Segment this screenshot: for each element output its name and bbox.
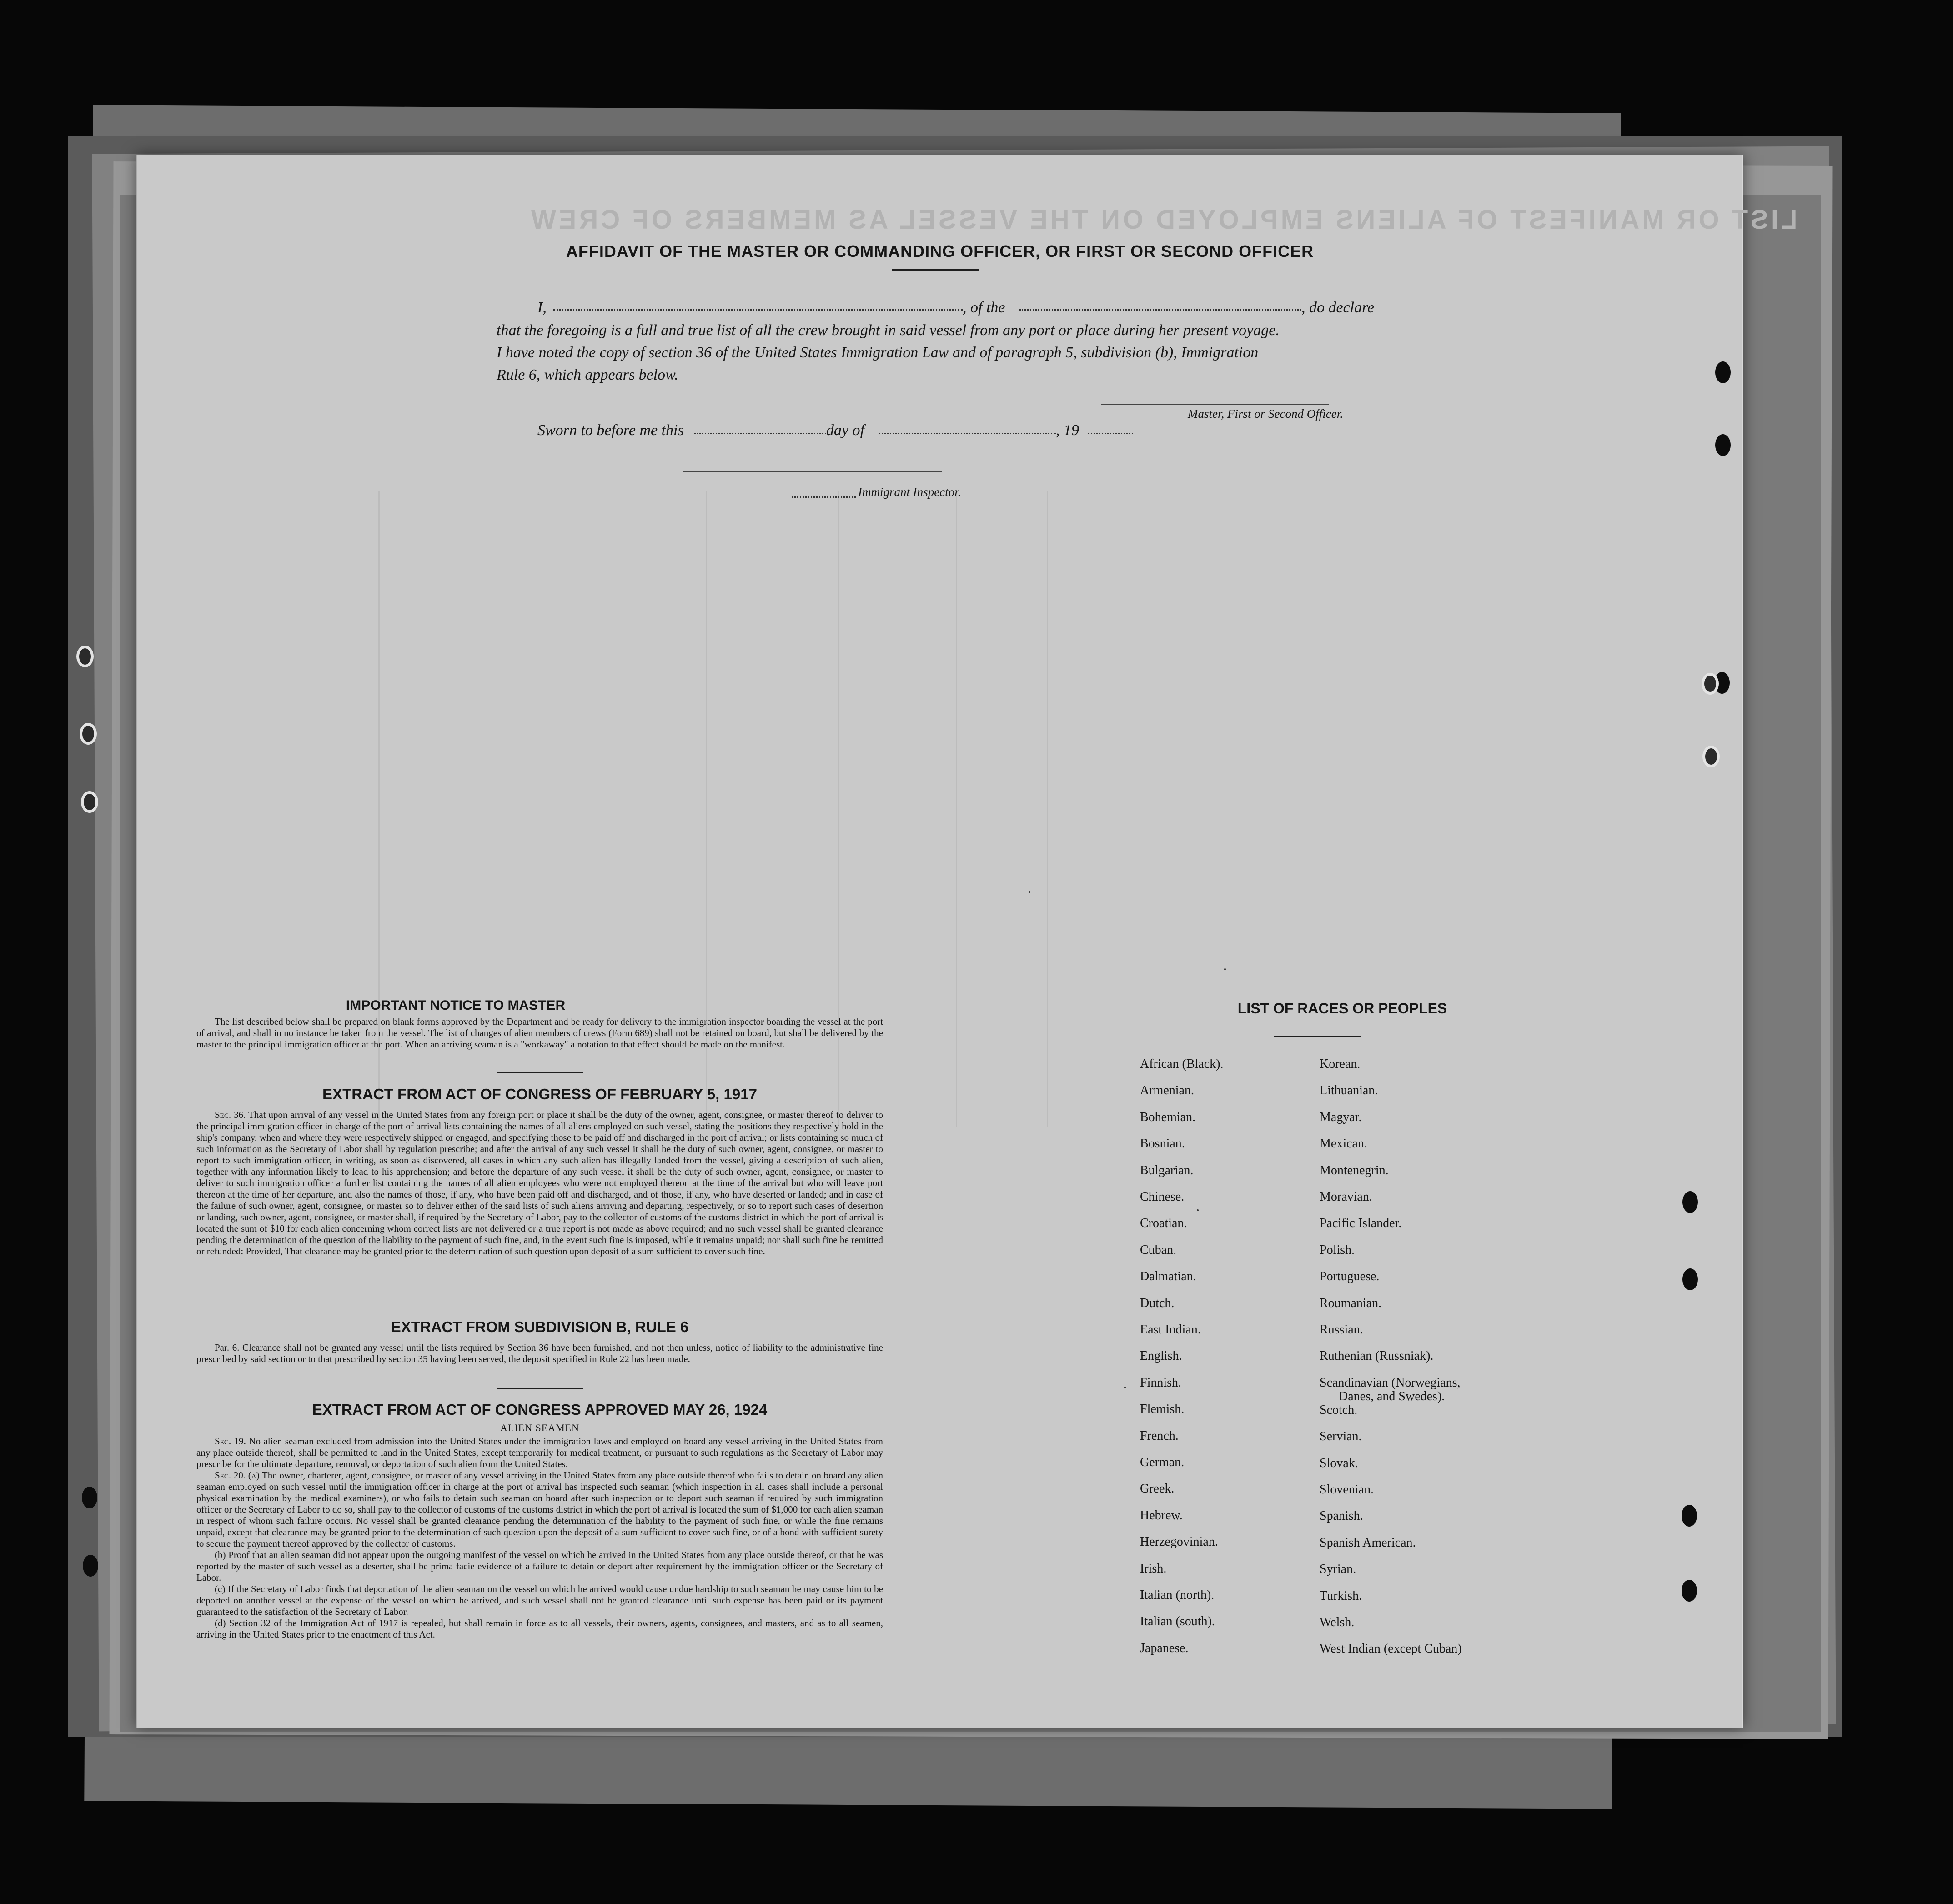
- punch-hole-open: [1702, 746, 1720, 767]
- race-item: Scotch.: [1320, 1403, 1358, 1417]
- section-20a-text: The owner, charterer, agent, consignee, or master of any vessel arriving in the United States from any place outside thereof who fails to detain on board any alien seaman employed on such vessel until the immigration officer in charge at the port of arrival has inspected such seaman (which inspection in all cases shall include a personal physical examination by the medical examiners), or who fails to detain such seaman on board after such inspection or to deport such seaman if required by such immigration officer or the Secretary of Labor to do so, shall pay to the collector of customs of the customs district in which the port of arrival is located the sum of $1,000 for each alien seaman in respect of whom such failure occurs. No vessel shall be granted clearance pending the determination of the liability to the payment of such fine, or while the fine remains unpaid, except that clearance may be granted prior to the determination of such question upon the deposit of a sum sufficient to cover such fine, or of a bond with sufficient surety to secure the payment thereof approved by the collector of customs.: [196, 1470, 884, 1549]
- race-item: Hebrew.: [1140, 1508, 1183, 1523]
- sworn-label: Sworn to before me this: [537, 422, 684, 439]
- race-item: Montenegrin.: [1320, 1163, 1389, 1177]
- section-rule: [497, 1072, 583, 1073]
- race-item: Bohemian.: [1140, 1110, 1196, 1124]
- race-item: Lithuanian.: [1320, 1083, 1378, 1098]
- race-item: Finnish.: [1140, 1375, 1182, 1390]
- binder-hole: [1682, 1580, 1697, 1602]
- race-item: Pacific Islander.: [1320, 1216, 1402, 1231]
- bleed-through-rule: [1047, 491, 1048, 1127]
- section-20c-label: (c): [215, 1583, 226, 1594]
- race-item: Polish.: [1320, 1243, 1355, 1257]
- punch-hole-open: [1702, 673, 1719, 695]
- sworn-month-field[interactable]: [879, 433, 1056, 434]
- section-20d-text: Section 32 of the Immigration Act of 1917 is repealed, but shall remain in force as to all vessels, their owners, agents, consignees, and masters, and as to all seamen, arriving in the United States prior to the enactment of this Act.: [196, 1618, 884, 1640]
- extract-1924-body: [196, 1436, 883, 1640]
- binder-hole: [82, 1487, 97, 1508]
- extract-1917-body: [196, 1109, 883, 1257]
- par6-text: Clearance shall not be granted any vessel until the lists required by Section 36 have been furnished, and not then unless, notice of liability to the administrative fine prescribed by said section or to that prescribed by section 35 having been served, the deposit specified in Rule 22 has been made.: [196, 1342, 883, 1364]
- alien-seamen-subtitle: ALIEN SEAMEN: [500, 1422, 579, 1433]
- sworn-day-field[interactable]: [694, 433, 826, 434]
- race-item: East Indian.: [1140, 1323, 1201, 1337]
- year-label: , 19: [1056, 422, 1079, 439]
- extract-1924-title: EXTRACT FROM ACT OF CONGRESS APPROVED MAY 26, 1924: [312, 1401, 768, 1418]
- binder-hole: [1682, 1268, 1698, 1290]
- race-item: Greek.: [1140, 1482, 1175, 1496]
- ink-speck: [1124, 1387, 1126, 1388]
- binder-hole: [80, 723, 97, 745]
- section-20c-text: If the Secretary of Labor finds that deportation of the alien seaman on the vessel on which he arrived would cause undue hardship to such seaman he may cause him to be deported on another vessel at the expense of the vessel on which he arrived, and such vessel shall not be granted clearance until such expense has been paid or its payment guaranteed to the satisfaction of the Secretary of Labor.: [196, 1583, 883, 1617]
- race-item: Chinese.: [1140, 1190, 1185, 1204]
- binder-hole: [83, 1555, 98, 1577]
- race-item: Magyar.: [1320, 1110, 1362, 1124]
- race-item: Flemish.: [1140, 1402, 1185, 1417]
- race-item: Armenian.: [1140, 1083, 1194, 1098]
- inspector-dotted-lead: [792, 496, 856, 498]
- master-signature-line[interactable]: [1101, 404, 1329, 405]
- race-item: Slovenian.: [1320, 1483, 1374, 1497]
- master-signature-label: Master, First or Second Officer.: [1188, 407, 1343, 421]
- race-item: Russian.: [1320, 1323, 1363, 1337]
- race-item: Welsh.: [1320, 1615, 1355, 1629]
- races-title: LIST OF RACES OR PEOPLES: [1237, 1000, 1447, 1017]
- punch-hole: [1715, 434, 1731, 456]
- race-item: German.: [1140, 1455, 1185, 1469]
- race-item: Bosnian.: [1140, 1137, 1185, 1151]
- section-20-label: Sec. 20. (a): [215, 1470, 260, 1481]
- race-item: Mexican.: [1320, 1137, 1367, 1151]
- extract-1917-title: EXTRACT FROM ACT OF CONGRESS OF FEBRUARY 5, 1917: [322, 1086, 757, 1102]
- race-item: Dutch.: [1140, 1296, 1175, 1310]
- affidavit-of-label: , of the: [963, 299, 1005, 316]
- day-of-label: day of: [826, 422, 865, 439]
- race-item: Roumanian.: [1320, 1296, 1382, 1310]
- race-item: Ruthenian (Russniak).: [1320, 1349, 1434, 1363]
- race-item: Danes, and Swedes).: [1339, 1389, 1445, 1403]
- race-item: Italian (south).: [1140, 1614, 1215, 1629]
- section-36-text: That upon arrival of any vessel in the United States from any foreign port or place it shall be the duty of the owner, agent, consignee, or master thereof to deliver to the principal immigration officer in charge of the port of arrival lists containing the names of all aliens employed on such vessel, stating the positions they respectively hold in the ship's company, when and where they were respectively shipped or engaged, and specifying those to be paid off and discharged in the port of arrival; or lists containing so much of such information as the Secretary of Labor shall by regulation prescribe; and after the arrival of any such vessel it shall be the duty of such owner, agent, consignee, or master to report to such immigration officer, in writing, as soon as discovered, all cases in which any such alien has illegally landed from the vessel, giving a description of such alien, together with any information likely to lead to his apprehension; and before the departure of any such vessel it shall be the duty of such owner, agent, consignee, or master to deliver to such immigration officer a further list containing the names of all alien employees who were not employed thereon at the time of the arrival but who will leave port thereon at the time of her departure, and also the names of those, if any, who have been paid off and discharged, and of those, if any, who have deserted or landed; and in case of the failure of such owner, agent, consignee, or master so to deliver either of the said lists of such aliens arriving and departing, respectively, or so to report such cases of desertion or landing, such owner, agent, consignee, or master shall, if required by the Secretary of Labor, pay to the collector of customs of the customs district in which the port of arrival is located the sum of $10 for each alien concerning whom correct lists are not delivered or a true report is not made as above required; and no such vessel shall be granted clearance pending the determination of the question of the liability to the payment of such fine, and, in the event such fine is imposed, while it remains unpaid; nor shall such fine be remitted or refunded: Provided, That clearance may be granted prior to the determination of such question upon deposit of a sum sufficient to cover such fine.: [196, 1109, 883, 1257]
- race-item: Irish.: [1140, 1561, 1167, 1576]
- inspector-label: Immigrant Inspector.: [858, 485, 961, 499]
- race-item: Servian.: [1320, 1429, 1362, 1444]
- affidavit-declare-label: , do declare: [1301, 299, 1375, 316]
- vessel-name-field[interactable]: [1019, 309, 1301, 311]
- race-item: Herzegovinian.: [1140, 1535, 1218, 1549]
- race-item: Italian (north).: [1140, 1588, 1215, 1602]
- punch-hole: [1715, 361, 1731, 383]
- ink-speck: [1224, 968, 1226, 970]
- rule6-title: EXTRACT FROM SUBDIVISION B, RULE 6: [391, 1318, 689, 1335]
- race-item: Slovak.: [1320, 1456, 1358, 1470]
- bleed-through-rule: [956, 491, 957, 1127]
- race-item: West Indian (except Cuban): [1320, 1642, 1462, 1656]
- title-rule: [892, 269, 979, 271]
- race-item: Portuguese.: [1320, 1269, 1380, 1284]
- affidavit-line-2: that the foregoing is a full and true list of all the crew brought in said vessel from any port or place during her present voyage.: [497, 322, 1280, 339]
- binder-hole: [1682, 1505, 1697, 1527]
- race-item: Turkish.: [1320, 1588, 1362, 1603]
- race-item: French.: [1140, 1428, 1179, 1443]
- bleed-through-heading: LIST OR MANIFEST OF ALIENS EMPLOYED ON THE VESSEL AS MEMBERS OF CREW: [528, 205, 1797, 235]
- binder-hole: [76, 646, 94, 667]
- race-item: English.: [1140, 1349, 1182, 1363]
- binder-hole: [81, 791, 98, 813]
- document-page: [136, 155, 1797, 1728]
- notice-title: IMPORTANT NOTICE TO MASTER: [346, 998, 566, 1013]
- race-item: Cuban.: [1140, 1243, 1177, 1257]
- race-item: Japanese.: [1140, 1641, 1189, 1655]
- inspector-signature-line[interactable]: [683, 471, 942, 472]
- section-19-label: Sec. 19.: [215, 1436, 246, 1447]
- section-20d-label: (d): [215, 1618, 226, 1628]
- notice-body: [196, 1016, 883, 1050]
- section-rule: [497, 1388, 583, 1389]
- affidavit-i-label: I,: [537, 299, 547, 316]
- race-item: Spanish.: [1320, 1509, 1363, 1523]
- officer-name-field[interactable]: [553, 309, 963, 311]
- race-item: Spanish American.: [1320, 1535, 1416, 1550]
- par6-label: Par. 6.: [215, 1342, 240, 1353]
- ink-speck: [1197, 1209, 1199, 1211]
- section-20b-label: (b): [215, 1549, 226, 1560]
- binder-hole: [1682, 1191, 1698, 1213]
- affidavit-title: AFFIDAVIT OF THE MASTER OR COMMANDING OFFICER, OR FIRST OR SECOND OFFICER: [566, 242, 1314, 261]
- race-item: Syrian.: [1320, 1562, 1356, 1577]
- race-item: Dalmatian.: [1140, 1269, 1196, 1284]
- races-rule: [1274, 1036, 1361, 1037]
- race-item: Bulgarian.: [1140, 1163, 1194, 1177]
- rule6-body: [196, 1342, 883, 1365]
- race-item: Scandinavian (Norwegians,: [1320, 1375, 1461, 1390]
- race-item: African (Black).: [1140, 1057, 1224, 1071]
- affidavit-line-4: Rule 6, which appears below.: [497, 366, 678, 383]
- sworn-year-field[interactable]: [1088, 433, 1133, 434]
- section-20b-text: Proof that an alien seaman did not appear upon the outgoing manifest of the vessel on which he arrived in the United States from any place outside thereof, or that he was reported by the master of such vessel as a deserter, shall be prima facie evidence of a failure to detain or deport after requirement by the immigration officer or the Secretary of Labor.: [196, 1549, 884, 1583]
- section-19-text: No alien seaman excluded from admission into the United States under the immigration laws and employed on board any vessel arriving in the United States from any place outside thereof, shall be permitted to land in the United States, except temporarily for medical treatment, or pursuant to such regulations as the Secretary of Labor may prescribe for the ultimate departure, removal, or deportation of such alien from the United States.: [196, 1436, 883, 1469]
- race-item: Korean.: [1320, 1057, 1361, 1071]
- section-36-label: Sec. 36.: [215, 1109, 246, 1120]
- race-item: Croatian.: [1140, 1216, 1187, 1231]
- affidavit-line-3: I have noted the copy of section 36 of the United States Immigration Law and of paragraph 5, subdivision (b), Immigration: [497, 344, 1259, 361]
- race-item: Moravian.: [1320, 1190, 1372, 1204]
- ink-speck: [1029, 891, 1030, 893]
- notice-text: The list described below shall be prepared on blank forms approved by the Department and be ready for delivery to the immigration inspector boarding the vessel at the port of arrival, and shall in no instance be taken from the vessel. The list of changes of alien members of crews (Form 689) shall not be retained on board, but shall be delivered by the master to the principal immigration officer at the port. When an arriving seaman is a "workaway" a notation to that effect should be made on the manifest.: [196, 1016, 883, 1050]
